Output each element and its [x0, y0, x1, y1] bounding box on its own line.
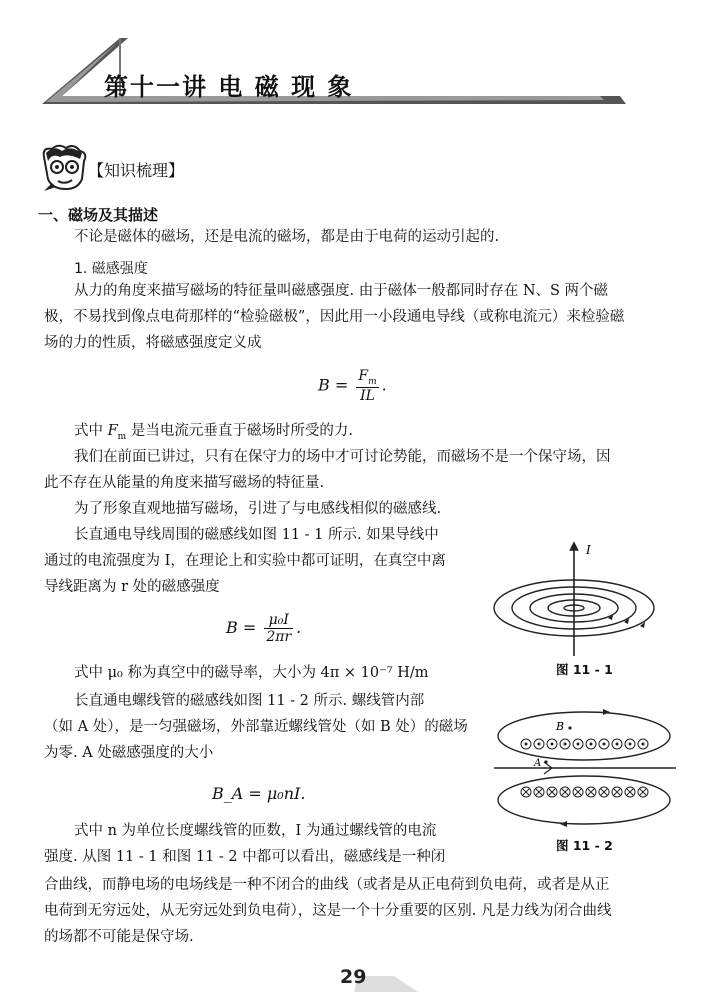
section-heading: 一、磁场及其描述 — [38, 206, 159, 224]
point-b-label: B — [556, 720, 565, 733]
formula-solenoid-field: B_A = μ₀nI. — [212, 784, 306, 803]
intro-paragraph: 不论是磁体的磁场，还是电流的磁场，都是由于电荷的运动引起的. — [74, 229, 500, 245]
formula-explanation: 式中 $F_m$ 是当电流元垂直于磁场时所受的力. — [74, 423, 353, 442]
paragraph-line: 的场都不可能是保守场. — [44, 929, 194, 945]
formula-wire-field: B = $\frac{\text{μ₀I}}{2\pi r}$ . — [226, 612, 302, 645]
subheading: 1. 磁感强度 — [74, 261, 148, 277]
paragraph-line: 长直通电螺线管的磁感线如图 11 - 2 所示. 螺线管内部 — [74, 693, 425, 709]
paragraph-line: 强度. 从图 11 - 1 和图 11 - 2 中都可以看出，磁感线是一种闭 — [44, 849, 446, 865]
figure-solenoid-field-lines — [490, 706, 680, 830]
paragraph-line: 为了形象直观地描写磁场，引进了与电感线相似的磁感线. — [74, 501, 442, 517]
paragraph-line: 合曲线，而静电场的电场线是一种不闭合的曲线（或者是从正电荷到负电荷，或者是从正 — [44, 877, 610, 893]
section-label: 【知识梳理】 — [88, 161, 185, 180]
paragraph-line: 此不存在从能量的角度来描写磁场的特征量. — [44, 475, 325, 491]
cartoon-face-icon — [38, 143, 92, 193]
figure-caption: 图 11 - 1 — [556, 662, 613, 677]
formula-magnetic-induction: B = $\frac{F_m}{IL}$ . — [318, 368, 387, 404]
paragraph-line: 我们在前面已讲过，只有在保守力的场中才可讨论势能，而磁场不是一个保守场，因 — [74, 449, 611, 465]
page-number: 29 — [340, 966, 367, 988]
formula-explanation: 式中 μ₀ 称为真空中的磁导率，大小为 4π × 10⁻⁷ H/m — [74, 665, 429, 681]
figure-wire-field-lines — [490, 538, 670, 658]
point-a-label: A — [534, 758, 542, 769]
paragraph-line: 式中 n 为单位长度螺线管的匝数，I 为通过螺线管的电流 — [74, 823, 437, 839]
figure-caption: 图 11 - 2 — [556, 838, 613, 853]
paragraph-line: 电荷到无穷远处，从无穷远处到负电荷），这是一个十分重要的区别. 凡是力线为闭合曲线 — [44, 903, 612, 919]
paragraph-line: 为零. A 处磁感强度的大小 — [44, 745, 214, 761]
paragraph-line: 场的力的性质，将磁感强度定义成 — [44, 335, 262, 351]
paragraph-line: （如 A 处），是一匀强磁场，外部靠近螺线管处（如 B 处）的磁场 — [44, 719, 468, 735]
paragraph-line: 从力的角度来描写磁场的特征量叫磁感强度. 由于磁体一般都同时存在 N、S 两个磁 — [74, 283, 609, 299]
paragraph-line: 通过的电流强度为 I，在理论上和实验中都可证明，在真空中离 — [44, 553, 446, 569]
chapter-title: 第十一讲 电 磁 现 象 — [104, 73, 354, 101]
paragraph-line: 极，不易找到像点电荷那样的“检验磁极”，因此用一小段通电导线（或称电流元）来检验磁 — [44, 309, 625, 325]
chapter-banner — [0, 0, 724, 120]
current-label: I — [586, 543, 591, 557]
paragraph-line: 导线距离为 r 处的磁感强度 — [44, 579, 220, 595]
paragraph-line: 长直通电导线周围的磁感线如图 11 - 1 所示. 如果导线中 — [74, 527, 439, 543]
